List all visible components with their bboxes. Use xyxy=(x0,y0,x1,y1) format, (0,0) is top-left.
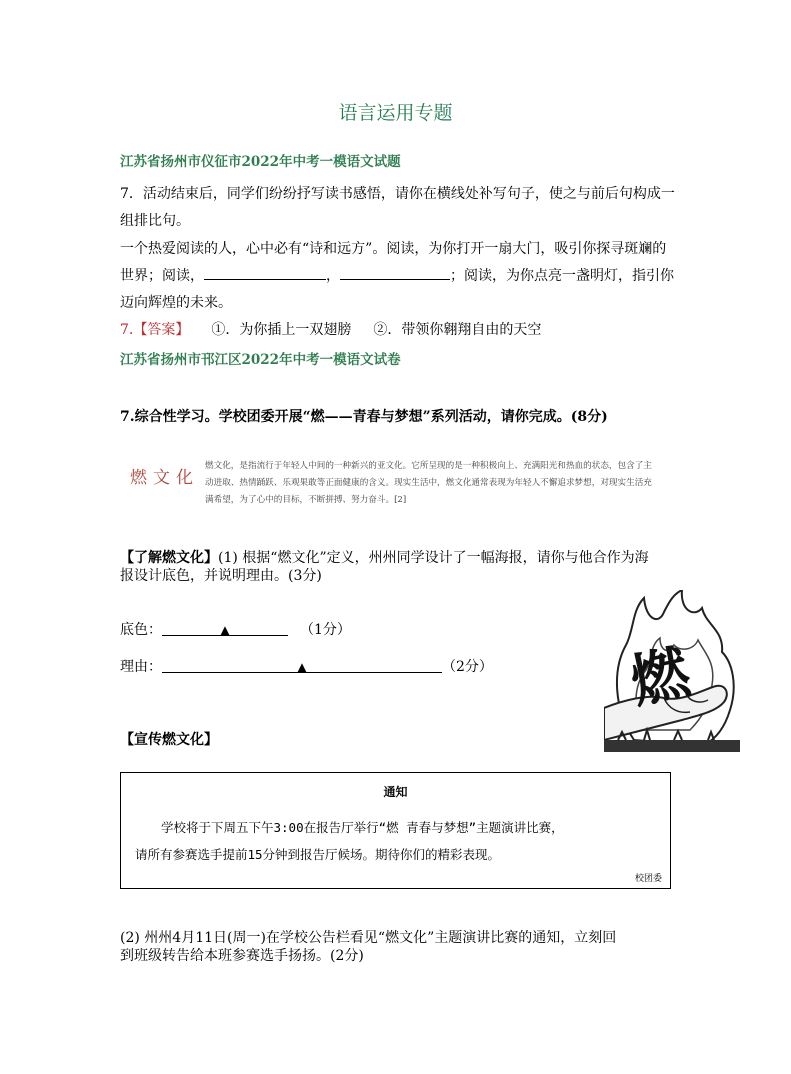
line4-comma: ， xyxy=(326,268,340,284)
part1-line2: 报设计底色，并说明理由。(3分) xyxy=(120,568,322,584)
answer-blank-1[interactable] xyxy=(204,265,326,280)
notice-line1: 学校将于下周五下午3:00在报告厅举行“燃 青春与梦想”主题演讲比赛， xyxy=(161,820,564,835)
answer-line xyxy=(120,317,541,343)
poster-character: 燃 xyxy=(624,637,696,717)
answer-label: 7.【答案】 xyxy=(120,322,190,338)
reason-line xyxy=(120,654,493,680)
part2-label: 【宣传燃文化】 xyxy=(120,732,218,748)
section1-heading: 江苏省扬州市仪征市2022年中考一模语文试题 xyxy=(120,154,401,170)
part2-line2: 到班级转告给本班参赛选手扬扬。(2分) xyxy=(120,948,364,964)
answer-2: ②．带领你翱翔自由的天空 xyxy=(373,322,542,338)
base-color-line xyxy=(120,617,351,643)
notice-box xyxy=(120,772,671,889)
reason-blank[interactable] xyxy=(162,654,442,673)
definition-logo: 燃文化 xyxy=(130,468,199,488)
part1-label: 【了解燃文化】 xyxy=(120,550,218,566)
page-title: 语言运用专题 xyxy=(338,102,453,124)
base-color-mark: ▲ xyxy=(220,623,230,637)
reason-label: 理由： xyxy=(120,659,162,675)
section2-question-title: 7.综合性学习。学校团委开展“燃——青春与梦想”系列活动，请你完成。(8分) xyxy=(120,409,608,425)
line4-suffix: ；阅读，为你点亮一盏明灯，指引你 xyxy=(450,268,674,284)
base-color-label: 底色： xyxy=(120,622,162,638)
answer-blank-2[interactable] xyxy=(340,265,450,280)
question7-line5: 迈向辉煌的未来。 xyxy=(120,295,232,311)
reason-mark: ▲ xyxy=(297,660,307,674)
notice-title: 通知 xyxy=(383,785,408,799)
question7-line4 xyxy=(120,263,674,289)
base-color-blank[interactable] xyxy=(162,617,288,636)
part2-line1: (2) 州州4月11日(周一)在学校公告栏看见“燃文化”主题演讲比赛的通知，立刻回 xyxy=(120,930,617,946)
poster-image xyxy=(604,590,740,752)
question7-line2: 组排比句。 xyxy=(120,213,190,229)
definition-text: 燃文化，是指流行于年轻人中间的一种新兴的亚文化。它所呈现的是一种积极向上、充满阳光和热血的状态，包含了主动进取、热情踊跃、乐观果敢等正面健康的含义。现实生活中，燃文化通常表现为年轻人不懈追求梦想，对现实生活充满希望，为了心中的目标，不断拼搏、努力奋斗。[2] xyxy=(205,461,652,505)
notice-line2: 请所有参赛选手提前15分钟到报告厅候场。期待你们的精彩表现。 xyxy=(135,847,501,862)
section2-heading: 江苏省扬州市邗江区2022年中考一模语文试卷 xyxy=(120,352,401,368)
base-color-score: （1分） xyxy=(300,622,351,638)
question7-line3: 一个热爱阅读的人，心中必有“诗和远方”。阅读，为你打开一扇大门，吸引你探寻斑斓的 xyxy=(120,241,667,257)
reason-score: （2分） xyxy=(442,659,493,675)
definition-image xyxy=(125,455,665,515)
question7-line1: 7．活动结束后，同学们纷纷抒写读书感悟，请你在横线处补写句子，使之与前后句构成一 xyxy=(120,186,675,202)
answer-1: ①．为你插上一双翅膀 xyxy=(211,322,352,338)
part1-text: (1) 根据“燃文化”定义，州州同学设计了一幅海报，请你与他合作为海 xyxy=(218,550,649,566)
line4-prefix: 世界；阅读， xyxy=(120,268,204,284)
notice-signature: 校团委 xyxy=(634,874,662,884)
